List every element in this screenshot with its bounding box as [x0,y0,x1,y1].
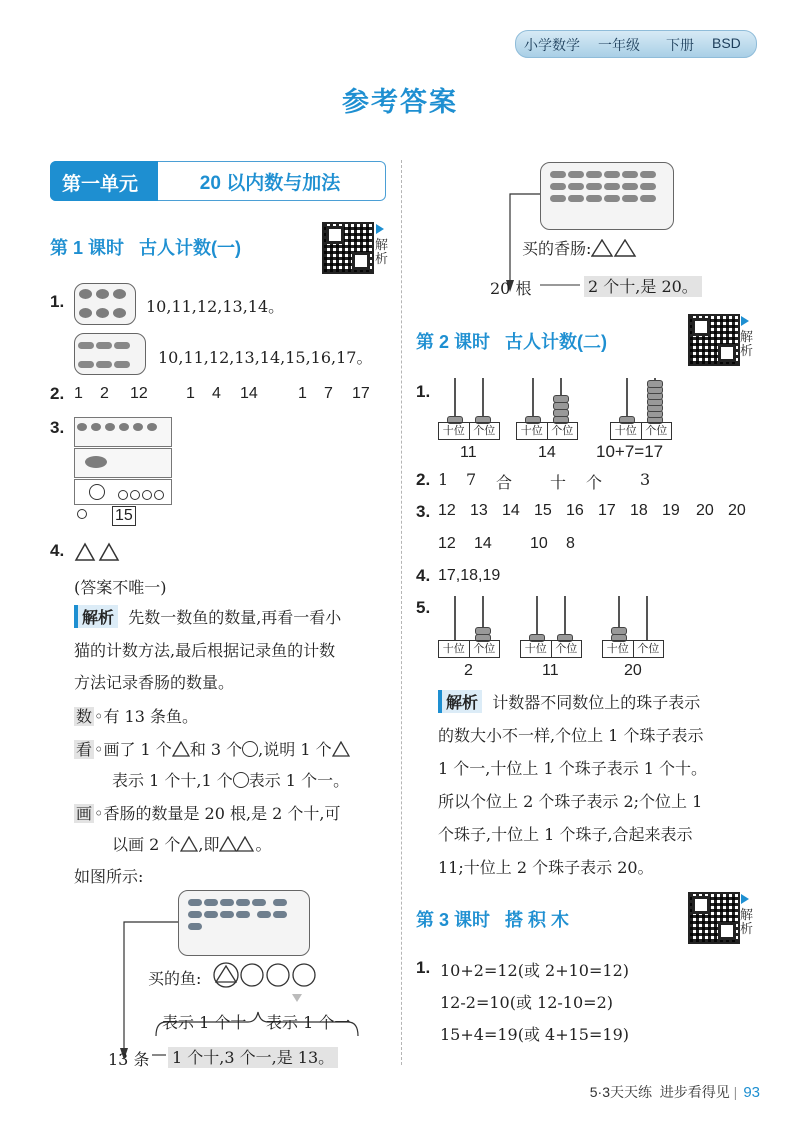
qr-label: 解析 [740,907,754,936]
abacus-1: 十位 个位 [438,378,498,440]
shu-step: 数 ◦有 13 条鱼。 [76,707,198,726]
abacus-2: 十位 个位 [516,378,576,440]
q1-answer-b: 10,11,12,13,14,15,16,17。 [158,348,373,367]
abacus-2-value: 14 [538,444,556,461]
q5-abacus-2: 十位 个位 [520,596,580,658]
explain-1-line-2: 猫的计数方法,最后根据记录鱼的计数 [74,641,336,660]
qr-label: 解析 [375,237,389,266]
count-arrow [152,1054,166,1056]
explain-2-line-1: 解析 计数器不同数位上的珠子表示 [438,690,700,713]
explain-1-line-3: 方法记录香肠的数量。 [74,673,235,692]
l2-q3-number: 3. [416,502,431,521]
page-footer: 5·3天天练 进步看得见 | 93 [589,1084,760,1101]
lesson-1-number: 第 1 课时 [50,238,125,258]
l2-q3-row-2: 12 14 10 8 [438,535,575,552]
abacus-3-value: 10+7=17 [596,442,664,461]
buy-fish-row: 买的鱼: [148,969,202,988]
q5-abacus-1: 十位 个位 [438,596,498,658]
q5-abacus-3: 十位 个位 [602,596,662,658]
unit-name: 20 以内数与加法 [199,173,341,194]
l3-q1-line-2: 12-2=10(或 12-10=2) [440,993,613,1012]
sausages-picture [540,162,674,230]
kan-step-line-2: 表示 1 个十,1 个 表示 1 个一。 [112,771,350,790]
sausage-count-arrow [540,284,580,286]
l2-q4-number: 4. [416,566,431,585]
abacus-1-value: 11 [460,444,477,461]
explain-2-line-4: 所以个位上 2 个珠子表示 2;个位上 1 [438,792,703,811]
fish-count: 13 条 [108,1050,150,1069]
sausage-result: 2 个十,是 20。 [584,274,702,297]
footer-slogan: 进步看得见 [659,1084,730,1100]
q3-answer: 15 [112,506,136,526]
l2-q1-number: 1. [416,382,431,401]
qr-label: 解析 [740,329,754,358]
l2-q3-row-1: 12 13 14 15 16 17 18 19 20 20 [438,502,746,519]
play-icon [376,224,384,234]
l3-q1-line-3: 15+4=19(或 4+15=19) [440,1025,629,1044]
q3-bread-box [74,448,172,478]
q5-value-3: 20 [624,662,642,679]
l2-q2-answers: 1 7 合 十 个 3 [438,470,651,492]
fish-record-shapes [212,960,322,990]
page-number: 93 [743,1084,760,1101]
q3-number: 3. [50,418,65,437]
q4-triangles [74,542,124,562]
l2-q4-answer: 17,18,19 [438,567,501,584]
edition: BSD [712,35,741,51]
fish-picture [178,890,310,956]
footer-brand: 5·3天天练 [589,1084,652,1100]
q1-answer-a: 10,11,12,13,14。 [146,297,285,316]
l2-q2-number: 2. [416,470,431,489]
q3-circles-box [74,479,172,505]
unit-label-box [50,161,158,201]
q1-number: 1. [50,292,65,311]
as-shown-label: 如图所示: [74,867,144,886]
play-icon [741,316,749,326]
l2-q5-number: 5. [416,598,431,617]
explain-tag: 解析 [74,605,118,628]
play-icon [741,894,749,904]
explain-2-line-3: 1 个一,十位上 1 个珠子表示 1 个十。 [438,759,708,778]
lesson-1-title [50,234,241,260]
buy-sausage-row: 买的香肠: [522,236,637,259]
l3-q1-number: 1. [416,958,431,977]
grade: 一年级 [598,37,640,53]
abacus-3: 十位 个位 [610,378,670,440]
kan-step-line-1: 看 ◦画了 1 个 和 3 个 ,说明 1 个 [74,737,350,760]
qr-code-icon[interactable] [322,222,374,274]
means-one-label: 表示 1 个一 [266,1013,351,1032]
fish-result: 1 个十,3 个一,是 13。 [168,1045,338,1068]
q5-value-1: 2 [464,662,473,679]
qr-code-icon[interactable] [688,314,740,366]
sausage-count: 20 根 [490,279,532,298]
hua-step-line-2: 以画 2 个 ,即 。 [112,835,272,854]
lesson-3-title: 第 3 课时 搭 积 木 [416,910,570,930]
lesson-2-title: 第 2 课时 古人计数(二) [416,332,608,352]
q4-number: 4. [50,541,65,560]
q3-cookies-box [74,417,172,447]
explain-1-line-1: 解析 先数一数鱼的数量,再看一看小 [74,605,341,628]
q5-value-2: 11 [542,662,559,679]
explain-2-line-5: 个珠子,十位上 1 个珠子,合起来表示 [438,825,693,844]
unit-label: 第一单元 [62,174,139,195]
subject: 小学数学 [524,37,580,53]
hua-step-line-1: 画 ◦香肠的数量是 20 根,是 2 个十,可 [76,804,341,823]
stones-picture [74,283,136,325]
book-info-tag [515,30,757,58]
explain-2-line-2: 的数大小不一样,个位上 1 个珠子表示 [438,726,704,745]
volume: 下册 [666,37,694,53]
q4-note: (答案不唯一) [74,578,167,597]
qr-code-icon[interactable] [688,892,740,944]
means-ten-label: 表示 1 个十 [162,1013,247,1032]
explain-2-line-6: 11;十位上 2 个珠子表示 20。 [438,858,654,877]
lesson-1-name: 古人计数(一) [139,238,242,258]
column-divider [401,160,402,1065]
shells-picture [74,333,146,375]
q2-number: 2. [50,384,65,403]
l3-q1-line-1: 10+2=12(或 2+10=12) [440,961,629,980]
page-title: 参考答案 [342,87,458,117]
